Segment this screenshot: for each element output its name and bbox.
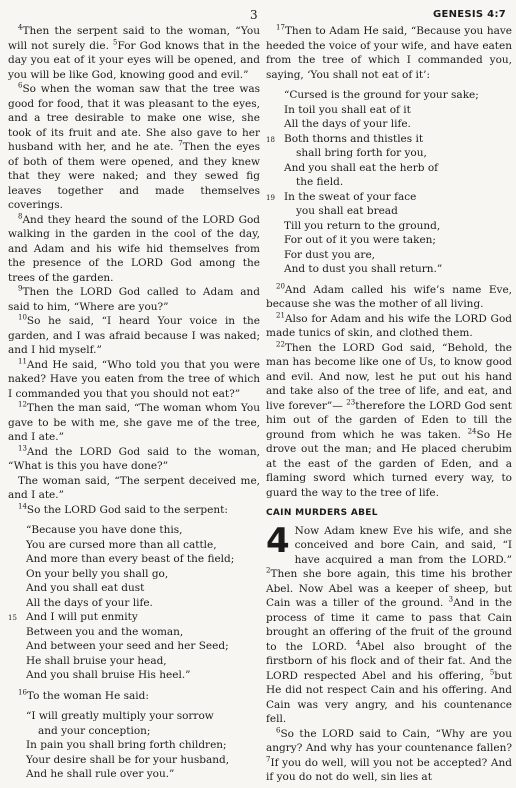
verse-13-cont: The woman said, “The serpent deceived me, and I ate.” — [8, 474, 260, 501]
verse-12: $^{12}$Then the man said, “The woman whom You gave to be with me, she gave me of the tree, and I ate.” — [8, 400, 260, 443]
poetry-line: Your desire shall be for your husband, — [26, 753, 230, 766]
poetry-line: And to dust you shall return.” — [284, 263, 443, 275]
verse-10: $^{10}$So he said, “I heard Your voice in the garden, and I was afraid because I was naked; and I hid myself.” — [8, 313, 260, 356]
chapter-4-verses-1-5: 4 Now Adam knew Eve his wife, and she conceived and bore Cain, and said, “I have acquired a man from the LORD.” $^2$Then she bore again, this time his brother Abel. Now Abel was a keeper of sheep, but Cain was a tiller of the ground. $^3$And in the process of time it came to pass that Cain brought an offering of the fruit of the ground to the LORD. $^4$Abel also brought of the firstborn of his flock and of their fat. And the LORD respected Abel and his offering, $^5$but He did not respect Cain and his offering. And Cain was very angry, and his countenance fell. — [266, 520, 512, 725]
verse-13: $^{13}$And the LORD God said to the woman, “What is this you have done?” — [8, 444, 260, 472]
verse-11: $^{11}$And He said, “Who told you that you were naked? Have you eaten from the tree of which I commanded you that you should not eat?” — [8, 357, 260, 400]
right-column — [266, 24, 512, 785]
poetry-line: shall bring forth for you, — [296, 147, 427, 159]
poetry-line: All the days of your life. — [26, 596, 153, 609]
poetry-line: “I will greatly multiply your sorrow — [26, 710, 214, 722]
poetry-line: And you shall eat the herb of — [284, 161, 439, 174]
poetry-line: “Cursed is the ground for your sake; — [284, 89, 479, 101]
verse-4-5: $^4$Then the serpent said to the woman, “You will not surely die. $^5$For God knows that in the day you eat of it your eyes will be opened, and you will be like God, knowing good and evil.” — [8, 23, 260, 81]
poetry-line: the field. — [296, 176, 344, 188]
poem-serpent-curse — [8, 523, 260, 683]
running-head: GENESIS 4:7 — [432, 9, 506, 20]
left-column — [8, 24, 260, 788]
poetry-line: 19 In the sweat of your face — [266, 190, 417, 203]
poetry-line: Till you return to the ground, — [284, 219, 441, 232]
verse-20: $^{20}$And Adam called his wife’s name Eve, because she was the mother of all living. — [266, 282, 512, 310]
poetry-line: You are cursed more than all cattle, — [26, 538, 217, 551]
poetry-line: and your conception; — [38, 724, 151, 737]
chapter-number: 4 — [266, 520, 290, 561]
poetry-line: And more than every beast of the field; — [26, 553, 235, 565]
poetry-line: All the days of your life. — [284, 118, 411, 130]
section-heading: CAIN MURDERS ABEL — [266, 508, 378, 518]
poetry-line: And between your seed and her Seed; — [26, 640, 229, 652]
poetry-line: 15 And I will put enmity — [8, 611, 138, 623]
verse-8: $^8$And they heard the sound of the LORD God walking in the garden in the cool of the day, and Adam and his wife hid themselves from the presence of the LORD God among the trees of the garden. — [8, 212, 260, 284]
poetry-line: He shall bruise your head, — [26, 654, 167, 667]
poetry-line: For out of it you were taken; — [284, 234, 436, 246]
poetry-line: In pain you shall bring forth children; — [26, 739, 227, 751]
poetry-line: And you shall eat dust — [26, 582, 145, 594]
poem-woman-sorrow — [8, 709, 260, 782]
poetry-line: And he shall rule over you.” — [26, 768, 175, 780]
poetry-line: In toil you shall eat of it — [284, 103, 411, 116]
poetry-line: Between you and the woman, — [26, 625, 184, 638]
poem-ground-curse — [266, 88, 512, 277]
verse-14: $^{14}$So the LORD God said to the serpent: — [18, 502, 228, 516]
poetry-line: 18 Both thorns and thistles it — [266, 132, 424, 145]
poetry-line: “Because you have done this, — [26, 524, 183, 536]
page-number: 3 — [250, 8, 258, 22]
chapter-4-verses-6-7: $^6$So the LORD said to Cain, “Why are you angry? And why has your countenance fallen? $^7$If you do well, will you not be accepted? And if you do not do well, sin lies at — [266, 726, 512, 783]
poetry-line: For dust you are, — [284, 248, 376, 261]
verse-9: $^9$Then the LORD God called to Adam and said to him, “Where are you?” — [8, 284, 260, 313]
verse-6-7: $^6$So when the woman saw that the tree was good for food, that it was pleasant to the eyes, and a tree desirable to make one wise, she took of its fruit and ate. She also gave to her husband with her, and he ate. $^7$Then the eyes of both of them were opened, and they knew that they were naked; and they sewed fig leaves together and made themselves coverings. — [8, 81, 260, 211]
verse-17: $^{17}$Then to Adam He said, “Because you have heeded the voice of your wife, and have eaten from the tree of which I commanded you, saying, ‘You shall not eat of it’: — [266, 23, 512, 81]
poetry-line: you shall eat bread — [296, 205, 398, 217]
poetry-line: And you shall bruise His heel.” — [26, 669, 191, 681]
poetry-line: On your belly you shall go, — [26, 567, 169, 580]
verse-21: $^{21}$Also for Adam and his wife the LORD God made tunics of skin, and clothed them. — [266, 311, 512, 339]
verse-22-24: $^{22}$Then the LORD God said, “Behold, the man has become like one of Us, to know good and evil. And now, lest he put out his hand and take also of the tree of life, and eat, and live forever”— $^{23}$therefore the LORD God sent him out of the garden of Eden to till the ground from which he was taken. $^{24}$So He drove out the man; and He placed cherubim at the east of the garden of Eden, and a flaming sword which turned every way, to guard the way to the tree of life. — [266, 340, 513, 499]
verse-16: $^{16}$To the woman He said: — [18, 688, 149, 702]
